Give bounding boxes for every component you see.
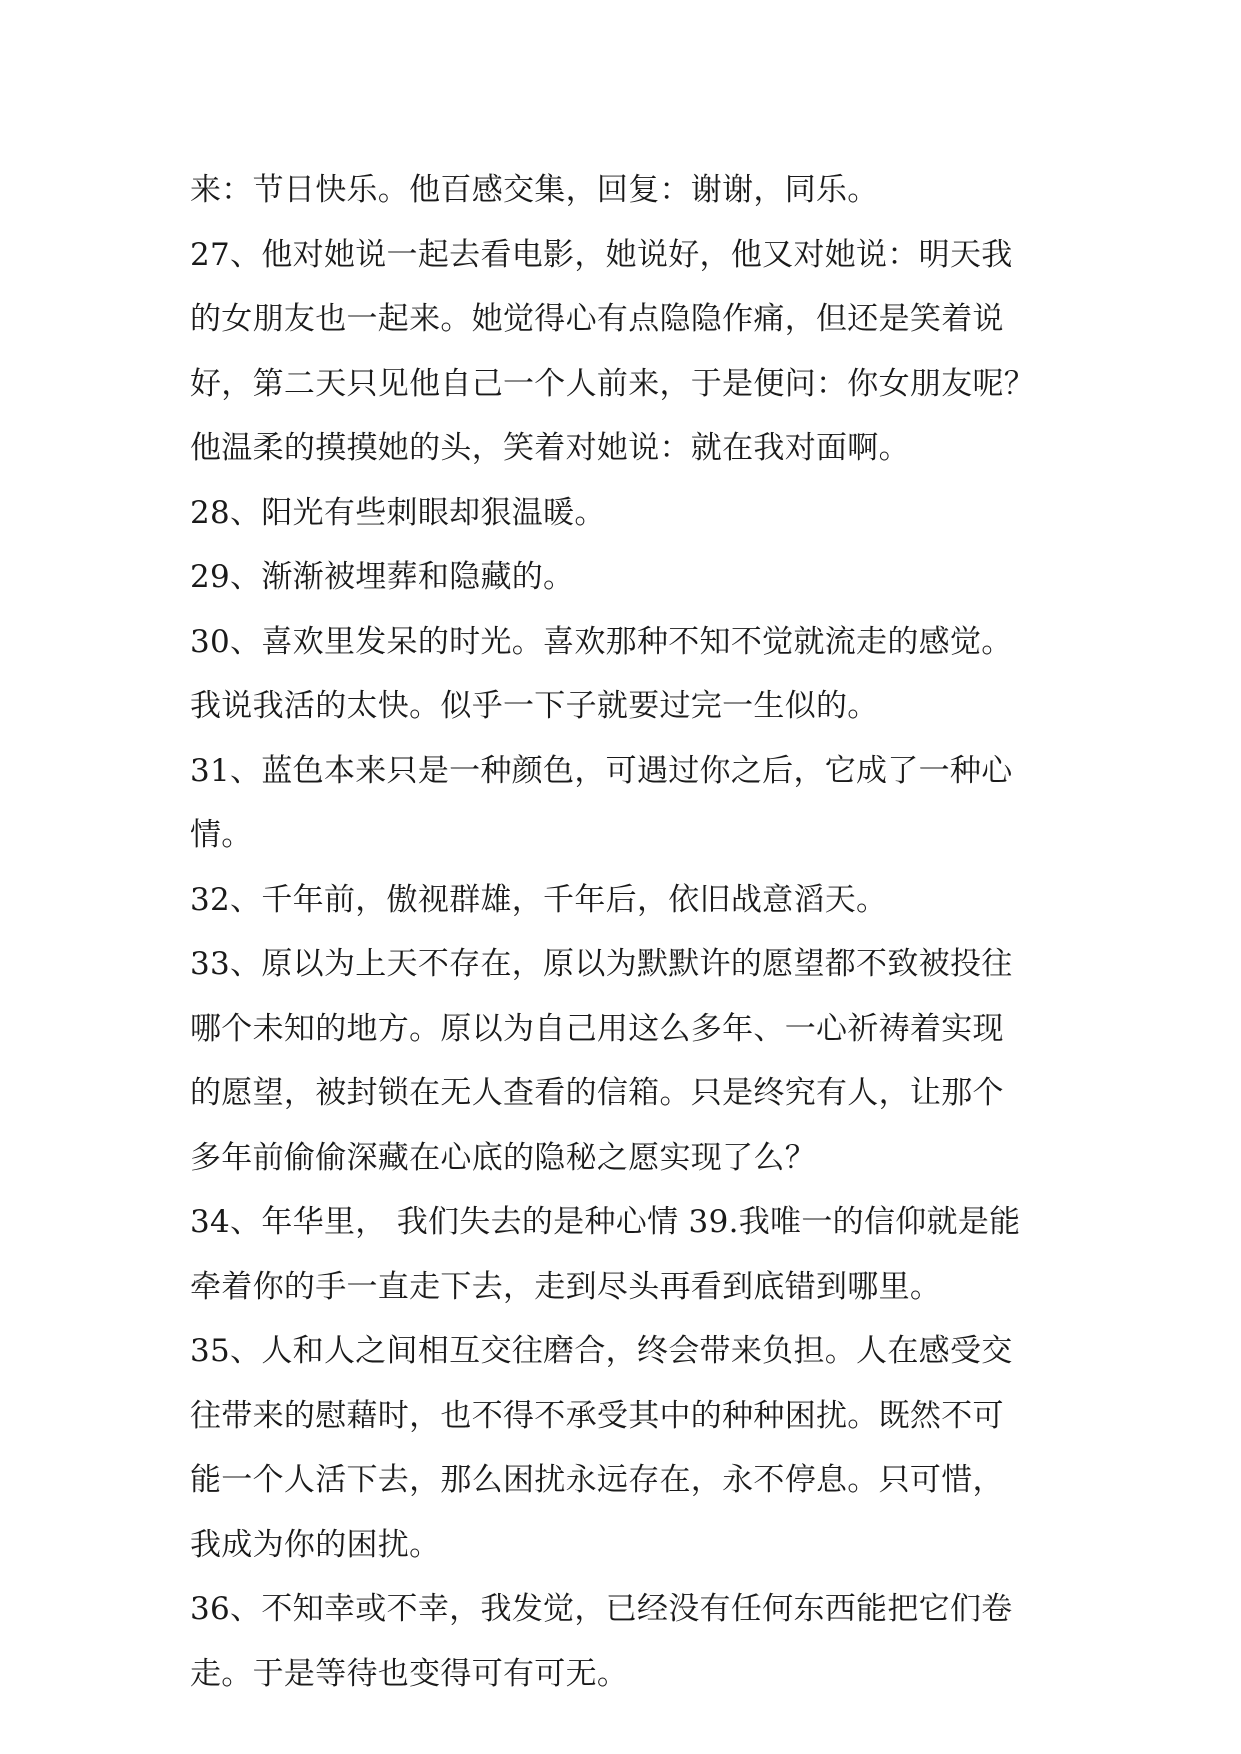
text-line: 情。 — [190, 817, 253, 853]
text-line: 来：节日快乐。他百感交集，回复：谢谢，同乐。 — [190, 172, 879, 208]
text-line: 他温柔的摸摸她的头，笑着对她说：就在我对面啊。 — [190, 430, 910, 466]
text-line: 哪个未知的地方。原以为自己用这么多年、一心祈祷着实现 — [190, 1010, 1004, 1047]
text-line: 29、渐渐被埋葬和隐藏的。 — [190, 559, 575, 595]
text-line: 36、不知幸或不幸，我发觉，已经没有任何东西能把它们卷 — [190, 1591, 1013, 1627]
text-line: 牵着你的手一直走下去，走到尽头再看到底错到哪里。 — [190, 1268, 942, 1305]
text-line: 我成为你的困扰。 — [190, 1526, 441, 1563]
text-line: 能一个人活下去，那么困扰永远存在，永不停息。只可惜， — [190, 1462, 1004, 1498]
document-body — [190, 158, 1070, 1706]
text-line: 走。于是等待也变得可有可无。 — [190, 1655, 629, 1692]
text-line: 28、阳光有些刺眼却狠温暖。 — [190, 494, 606, 531]
text-line: 的女朋友也一起来。她觉得心有点隐隐作痛，但还是笑着说 — [190, 301, 1004, 337]
text-line: 好，第二天只见他自己一个人前来，于是便问：你女朋友呢？ — [190, 365, 1036, 402]
text-line: 34、年华里， 我们失去的是种心情 39.我唯一的信仰就是能 — [190, 1204, 1021, 1240]
text-line: 我说我活的太快。似乎一下子就要过完一生似的。 — [190, 688, 879, 724]
text-line: 27、他对她说一起去看电影，她说好，他又对她说：明天我 — [190, 236, 1013, 273]
text-line: 35、人和人之间相互交往磨合，终会带来负担。人在感受交 — [190, 1333, 1013, 1369]
text-line: 32、千年前，傲视群雄，千年后，依旧战意滔天。 — [190, 881, 888, 918]
text-line: 33、原以为上天不存在，原以为默默许的愿望都不致被投往 — [190, 946, 1013, 982]
text-line: 往带来的慰藉时，也不得不承受其中的种种困扰。既然不可 — [190, 1397, 1004, 1434]
text-line: 的愿望，被封锁在无人查看的信箱。只是终究有人，让那个 — [190, 1075, 1004, 1111]
text-line: 31、蓝色本来只是一种颜色，可遇过你之后，它成了一种心 — [190, 752, 1013, 789]
text-line: 多年前偷偷深藏在心底的隐秘之愿实现了么？ — [190, 1139, 816, 1176]
text-line: 30、喜欢里发呆的时光。喜欢那种不知不觉就流走的感觉。 — [190, 623, 1013, 660]
